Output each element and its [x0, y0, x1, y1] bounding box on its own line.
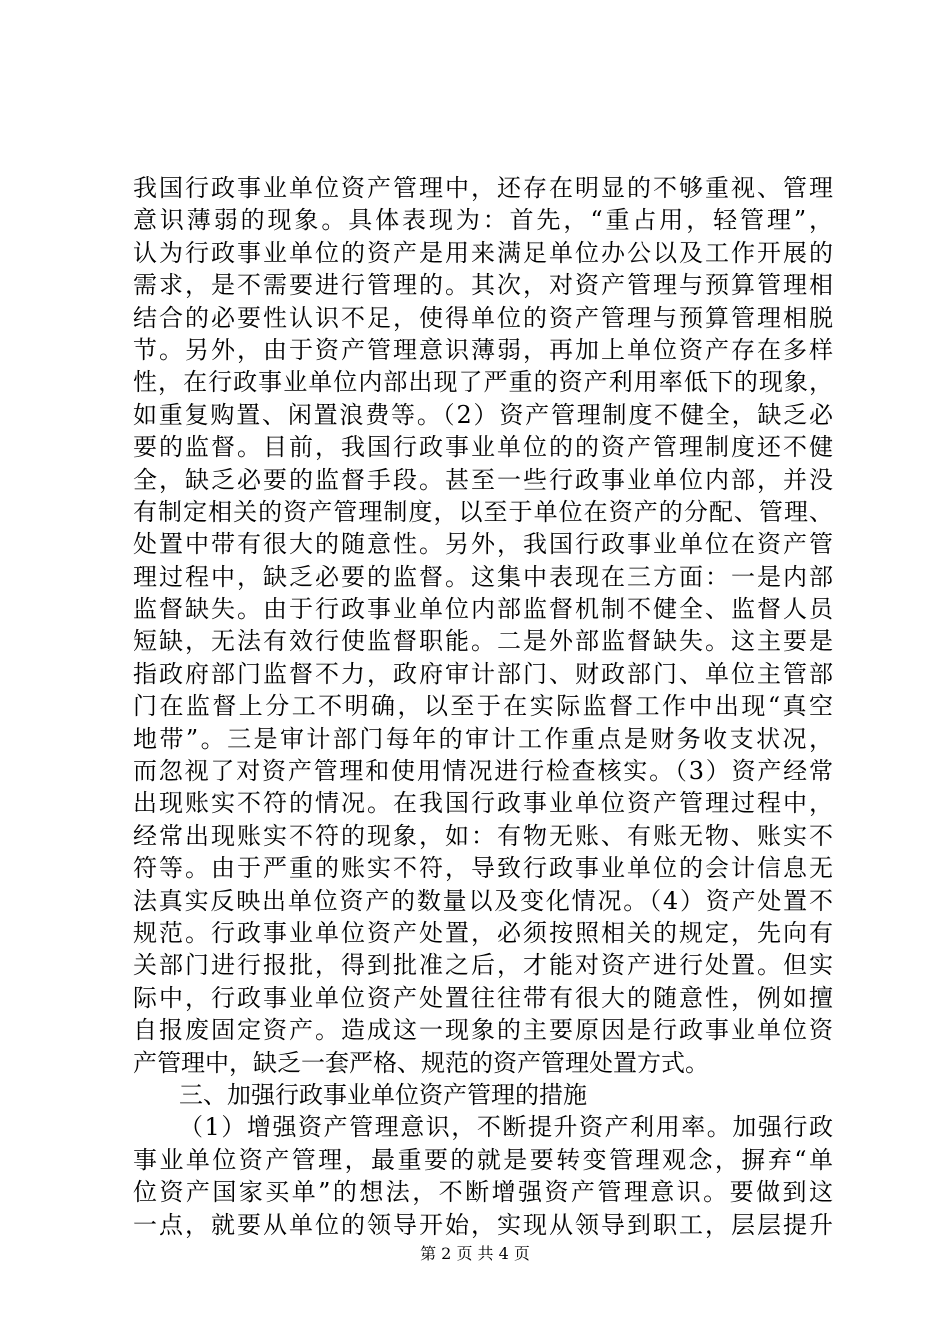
body-line: 理过程中，缺乏必要的监督。这集中表现在三方面：一是内部 — [133, 562, 833, 591]
body-line: 结合的必要性认识不足，使得单位的资产管理与预算管理相脱 — [133, 303, 833, 332]
body-line: 事业单位资产管理，最重要的就是要转变管理观念，摒弃“单 — [133, 1145, 833, 1174]
body-line: 如重复购置、闲置浪费等。（2）资产管理制度不健全，缺乏必 — [133, 400, 833, 429]
body-line: 全，缺乏必要的监督手段。甚至一些行政事业单位内部，并没 — [133, 465, 833, 494]
body-line: 短缺，无法有效行使监督职能。二是外部监督缺失。这主要是 — [133, 627, 833, 656]
body-line: 关部门进行报批，得到批准之后，才能对资产进行处置。但实 — [133, 951, 833, 980]
body-line: 地带”。三是审计部门每年的审计工作重点是财务收支状况， — [133, 724, 833, 753]
body-line: 法真实反映出单位资产的数量以及变化情况。（4）资产处置不 — [133, 886, 833, 915]
body-line: 需求，是不需要进行管理的。其次，对资产管理与预算管理相 — [133, 271, 833, 300]
body-line: 规范。行政事业单位资产处置，必须按照相关的规定，先向有 — [133, 918, 833, 947]
body-line: 出现账实不符的情况。在我国行政事业单位资产管理过程中， — [133, 789, 833, 818]
section-heading: 三、加强行政事业单位资产管理的措施 — [179, 1080, 587, 1109]
body-line: 我国行政事业单位资产管理中，还存在明显的不够重视、管理 — [133, 174, 833, 202]
body-line: 位资产国家买单”的想法，不断增强资产管理意识。要做到这 — [133, 1178, 833, 1207]
body-line: 符等。由于严重的账实不符，导致行政事业单位的会计信息无 — [133, 854, 833, 883]
body-line: 性，在行政事业单位内部出现了严重的资产利用率低下的现象， — [133, 368, 833, 397]
body-line: 一点，就要从单位的领导开始，实现从领导到职工，层层提升 — [133, 1210, 833, 1239]
body-line: 认为行政事业单位的资产是用来满足单位办公以及工作开展的 — [133, 238, 833, 267]
body-line: 产管理中，缺乏一套严格、规范的资产管理处置方式。 — [133, 1048, 709, 1077]
body-line: 门在监督上分工不明确，以至于在实际监督工作中出现“真空 — [133, 692, 833, 721]
body-line: 意识薄弱的现象。具体表现为：首先，“重占用，轻管理”， — [133, 206, 833, 235]
body-line: 而忽视了对资产管理和使用情况进行检查核实。（3）资产经常 — [133, 757, 833, 786]
body-line: （1）增强资产管理意识，不断提升资产利用率。加强行政 — [179, 1113, 833, 1142]
body-line: 处置中带有很大的随意性。另外，我国行政事业单位在资产管 — [133, 530, 833, 559]
body-line: 节。另外，由于资产管理意识薄弱，再加上单位资产存在多样 — [133, 335, 833, 364]
body-line: 有制定相关的资产管理制度，以至于单位在资产的分配、管理、 — [133, 497, 833, 526]
body-line: 经常出现账实不符的现象，如：有物无账、有账无物、账实不 — [133, 821, 833, 850]
body-line: 要的监督。目前，我国行政事业单位的的资产管理制度还不健 — [133, 433, 833, 462]
body-line: 指政府部门监督不力，政府审计部门、财政部门、单位主管部 — [133, 659, 833, 688]
body-line: 监督缺失。由于行政事业单位内部监督机制不健全、监督人员 — [133, 595, 833, 624]
page-number-footer: 第 2 页 共 4 页 — [420, 1244, 530, 1263]
body-line: 际中，行政事业单位资产处置往往带有很大的随意性，例如擅 — [133, 983, 833, 1012]
body-line: 自报废固定资产。造成这一现象的主要原因是行政事业单位资 — [133, 1016, 833, 1045]
document-body — [133, 172, 833, 1241]
